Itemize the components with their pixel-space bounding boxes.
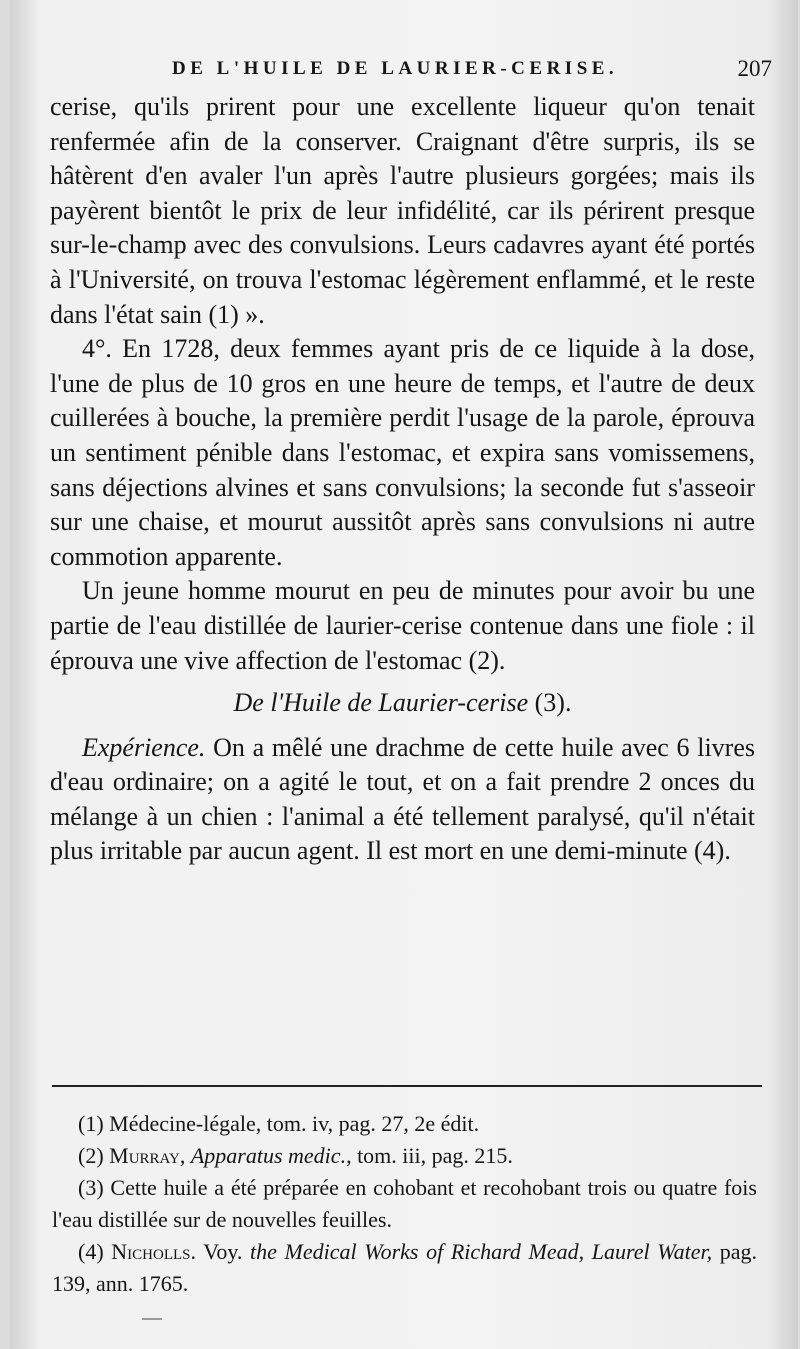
footnote-2-author: Murray xyxy=(109,1143,180,1168)
experience-label: Expérience. xyxy=(82,732,206,762)
paragraph-2: 4°. En 1728, deux femmes ayant pris de ce liquide à la dose, l'une de plus de 10 gros en une heure de temps, et l'autre de deux cuillerées à bouche, la première perdit l'usage de la parole, éprouva un sentiment pénible dans l'estomac, et expira sans vomissemens, sans déjections alvines et sans convulsions; la seconde fut s'asseoir sur une chaise, et mourut aussitôt après sans convulsions ni autre commotion apparente. xyxy=(50,334,755,571)
footnote-4-rest: pag. 139, ann. 1765. xyxy=(52,1239,757,1296)
paragraph-4-text: On a mêlé une drachme de cette huile avec 6 livres d'eau ordinaire; on a agité le tout, et on a fait prendre 2 onces du mélange à un chien : l'animal a été tellement paralysé, qu'il n'était plus irritable par aucun agent. Il est mort en une demi-minute (4). xyxy=(50,732,755,866)
footnotes xyxy=(52,1108,757,1300)
footnote-rule xyxy=(52,1085,762,1087)
running-title: DE L'HUILE DE LAURIER-CERISE. xyxy=(172,58,619,79)
footnote-2-num: (2) xyxy=(78,1143,110,1168)
page-number: 207 xyxy=(737,56,772,81)
section-title-text: De l'Huile de Laurier-cerise xyxy=(233,688,529,718)
footnote-2-sep: , xyxy=(179,1143,191,1168)
main-text xyxy=(50,90,755,869)
section-title-ref: (3). xyxy=(528,688,572,718)
footnote-3: (3) Cette huile a été préparée en cohobant et recohobant trois ou quatre fois l'eau distillée sur de nouvelles feuilles. xyxy=(52,1175,757,1232)
running-head xyxy=(160,58,772,92)
section-title xyxy=(50,686,755,721)
paragraph-1: cerise, qu'ils prirent pour une excellente liqueur qu'on tenait renfermée afin de la conserver. Craignant d'être surpris, ils se hâtèrent d'en avaler l'un après l'autre plusieurs gorgées; mais ils payèrent bientôt le prix de leur infidélité, car ils périrent presque sur-le-champ avec des convulsions. Leurs cadavres ayant été portés à l'Université, on trouva l'estomac légèrement enflammé, et le reste dans l'état sain (1) ». xyxy=(50,92,755,329)
footnote-4-num: (4) xyxy=(78,1239,112,1264)
footnote-1: (1) Médecine-légale, tom. iv, pag. 27, 2e édit. xyxy=(78,1111,480,1136)
footnote-4-title: the Medical Works of Richard Mead, Laurel Water, xyxy=(250,1239,713,1264)
page-mark xyxy=(142,1318,162,1320)
paragraph-4 xyxy=(50,731,755,869)
footnote-2 xyxy=(52,1140,757,1172)
footnote-4 xyxy=(52,1236,757,1300)
footnote-4-author: Nicholls xyxy=(111,1239,191,1264)
footnote-2-title: Apparatus medic. xyxy=(190,1143,347,1168)
footnote-2-rest: , tom. iii, pag. 215. xyxy=(346,1143,513,1168)
paragraph-3: Un jeune homme mourut en peu de minutes pour avoir bu une partie de l'eau distillée de laurier-cerise contenue dans une fiole : il éprouva une vive affection de l'estomac (2). xyxy=(50,576,755,675)
footnote-4-mid: . Voy. xyxy=(190,1239,251,1264)
